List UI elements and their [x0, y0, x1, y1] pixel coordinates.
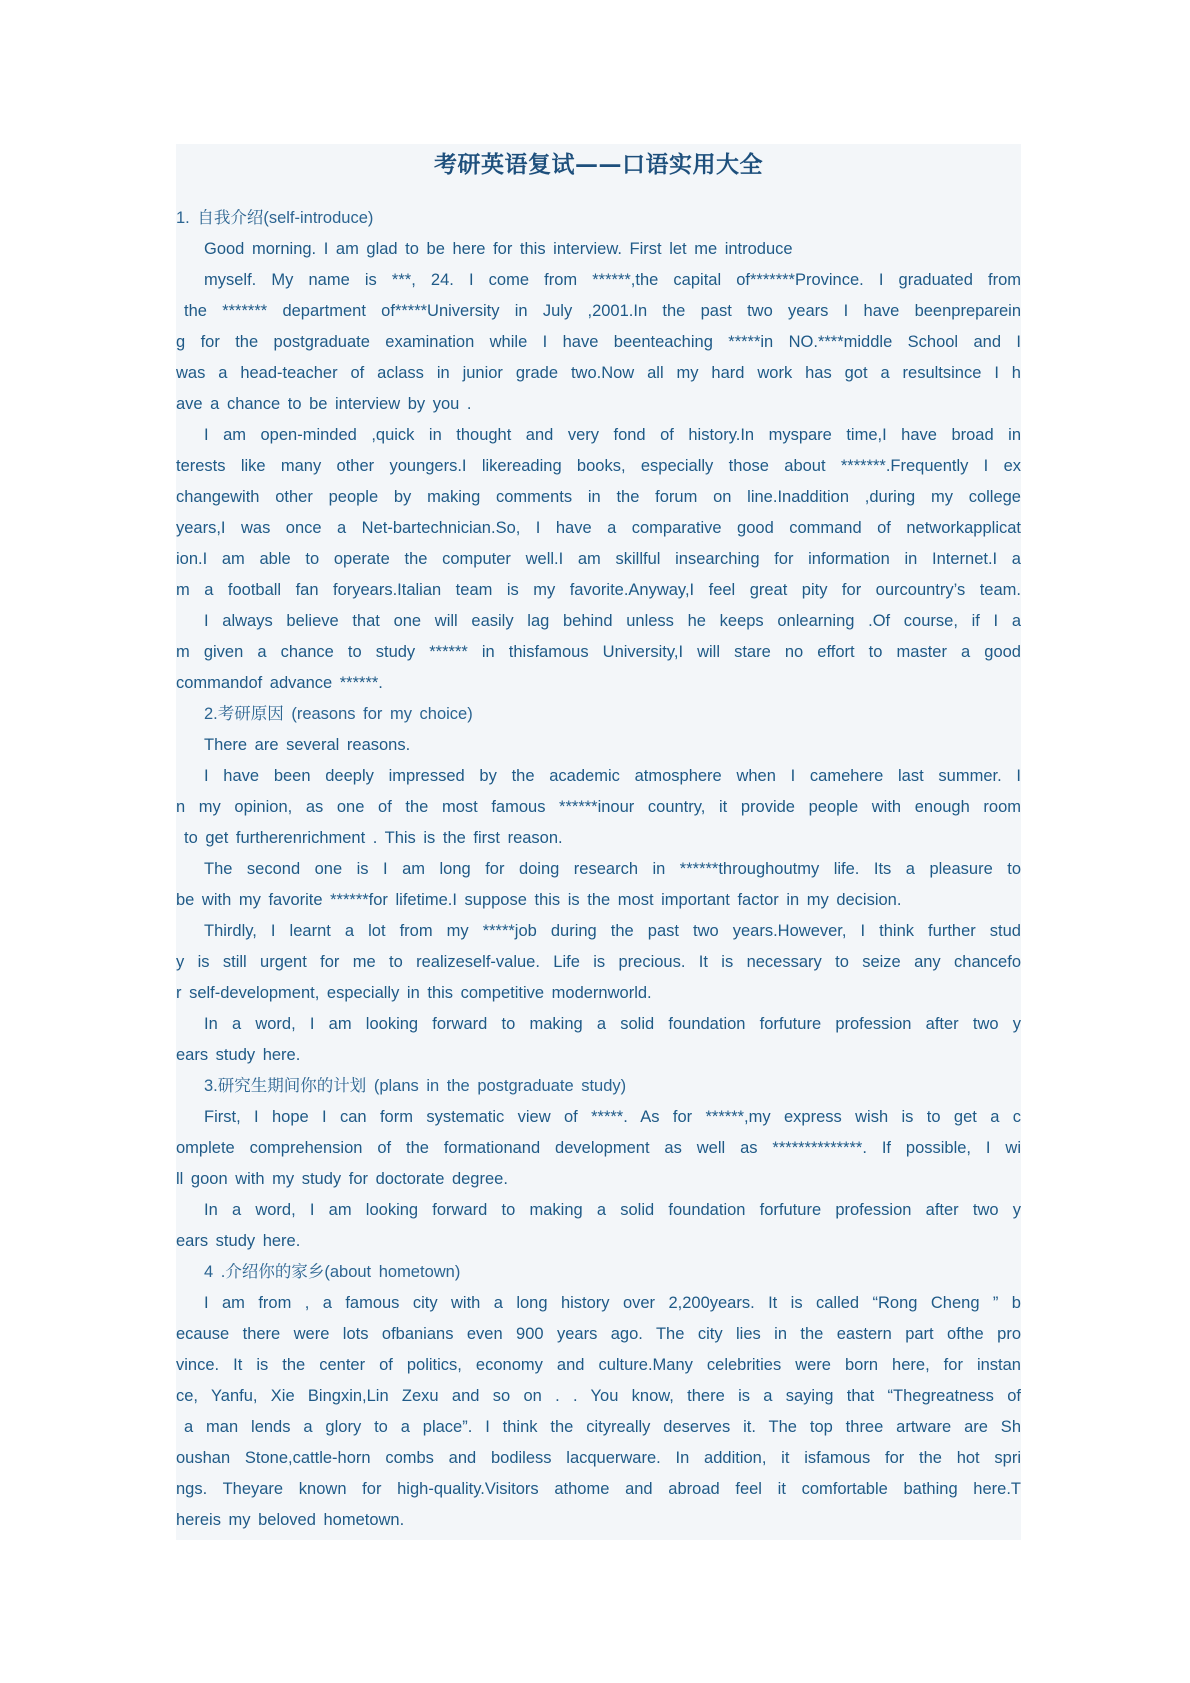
text-line: m a football fan foryears.Italian team is my favorite.Anyway,I feel great pity for ourcountry’s team. — [176, 581, 1021, 599]
text-line: y is still urgent for me to realizeself-value. Life is precious. It is necessary to seize any chancefo — [176, 953, 1021, 971]
text-line: a man lends a glory to a place”. I think the cityreally deserves it. The top three artware are Sh — [184, 1418, 1021, 1436]
text-line: I am from , a famous city with a long history over 2,200years. It is called “Rong Cheng ” b — [204, 1294, 1021, 1312]
document-title: 考研英语复试——口语实用大全 — [434, 151, 763, 178]
document-page — [176, 144, 1021, 1540]
text-line: omplete comprehension of the formationand development as well as **************. If possible, I wi — [176, 1139, 1021, 1157]
section-heading: 1. 自我介绍(self-introduce) — [176, 209, 374, 227]
text-line: I always believe that one will easily lag behind unless he keeps onlearning .Of course, if I a — [204, 612, 1021, 630]
text-line: Good morning. I am glad to be here for this interview. First let me introduce — [204, 240, 793, 258]
text-line: ion.I am able to operate the computer well.I am skillful insearching for information in Internet.I a — [176, 550, 1021, 568]
text-line: to get furtherenrichment . This is the first reason. — [184, 829, 563, 847]
text-line: be with my favorite ******for lifetime.I suppose this is the most important factor in my decision. — [176, 891, 902, 909]
text-line: myself. My name is ***, 24. I come from ******,the capital of*******Province. I graduated from — [204, 271, 1021, 289]
text-line: was a head-teacher of aclass in junior grade two.Now all my hard work has got a resultsince I h — [176, 364, 1021, 382]
text-line: First, I hope I can form systematic view of *****. As for ******,my express wish is to get a c — [204, 1108, 1021, 1126]
text-line: ave a chance to be interview by you . — [176, 395, 472, 413]
text-line: I have been deeply impressed by the academic atmosphere when I camehere last summer. I — [204, 767, 1021, 785]
text-line: There are several reasons. — [204, 736, 411, 754]
document-body — [176, 203, 1021, 1536]
text-line: vince. It is the center of politics, economy and culture.Many celebrities were born here, for instan — [176, 1356, 1021, 1374]
text-line: oushan Stone,cattle-horn combs and bodiless lacquerware. In addition, it isfamous for the hot spri — [176, 1449, 1021, 1467]
text-line: r self-development, especially in this competitive modernworld. — [176, 984, 652, 1002]
section-heading: 2.考研原因 (reasons for my choice) — [204, 705, 473, 723]
text-line: ll goon with my study for doctorate degree. — [176, 1170, 508, 1188]
text-line: ce, Yanfu, Xie Bingxin,Lin Zexu and so on . . You know, there is a saying that “Thegreatness of — [176, 1387, 1021, 1405]
text-line: changewith other people by making comments in the forum on line.Inaddition ,during my college — [176, 488, 1021, 506]
text-line: years,I was once a Net-bartechnician.So, I have a comparative good command of networkapplicat — [176, 519, 1021, 537]
section-heading: 3.研究生期间你的计划 (plans in the postgraduate study) — [204, 1077, 627, 1095]
text-line: hereis my beloved hometown. — [176, 1511, 405, 1529]
text-line: ears study here. — [176, 1232, 301, 1250]
text-line: In a word, I am looking forward to making a solid foundation forfuture profession after two y — [204, 1201, 1021, 1219]
text-line: g for the postgraduate examination while I have beenteaching *****in NO.****middle School and I — [176, 333, 1021, 351]
text-line: Thirdly, I learnt a lot from my *****job during the past two years.However, I think further stud — [204, 922, 1021, 940]
text-line: commandof advance ******. — [176, 674, 383, 692]
text-line: The second one is I am long for doing research in ******throughoutmy life. Its a pleasure to — [204, 860, 1021, 878]
text-line: the ******* department of*****University in July ,2001.In the past two years I have beenpreparein — [184, 302, 1021, 320]
text-line: ears study here. — [176, 1046, 301, 1064]
text-line: n my opinion, as one of the most famous ******inour country, it provide people with enough room — [176, 798, 1021, 816]
text-line: ngs. Theyare known for high-quality.Visitors athome and abroad feel it comfortable bathing here.T — [176, 1480, 1021, 1498]
text-line: ecause there were lots ofbanians even 900 years ago. The city lies in the eastern part ofthe pro — [176, 1325, 1021, 1343]
text-line: I am open-minded ,quick in thought and very fond of history.In myspare time,I have broad in — [204, 426, 1021, 444]
text-line: In a word, I am looking forward to making a solid foundation forfuture profession after two y — [204, 1015, 1021, 1033]
text-line: m given a chance to study ****** in thisfamous University,I will stare no effort to master a good — [176, 643, 1021, 661]
section-heading: 4 .介绍你的家乡(about hometown) — [204, 1263, 461, 1281]
text-line: terests like many other youngers.I likereading books, especially those about *******.Frequently I ex — [176, 457, 1021, 475]
